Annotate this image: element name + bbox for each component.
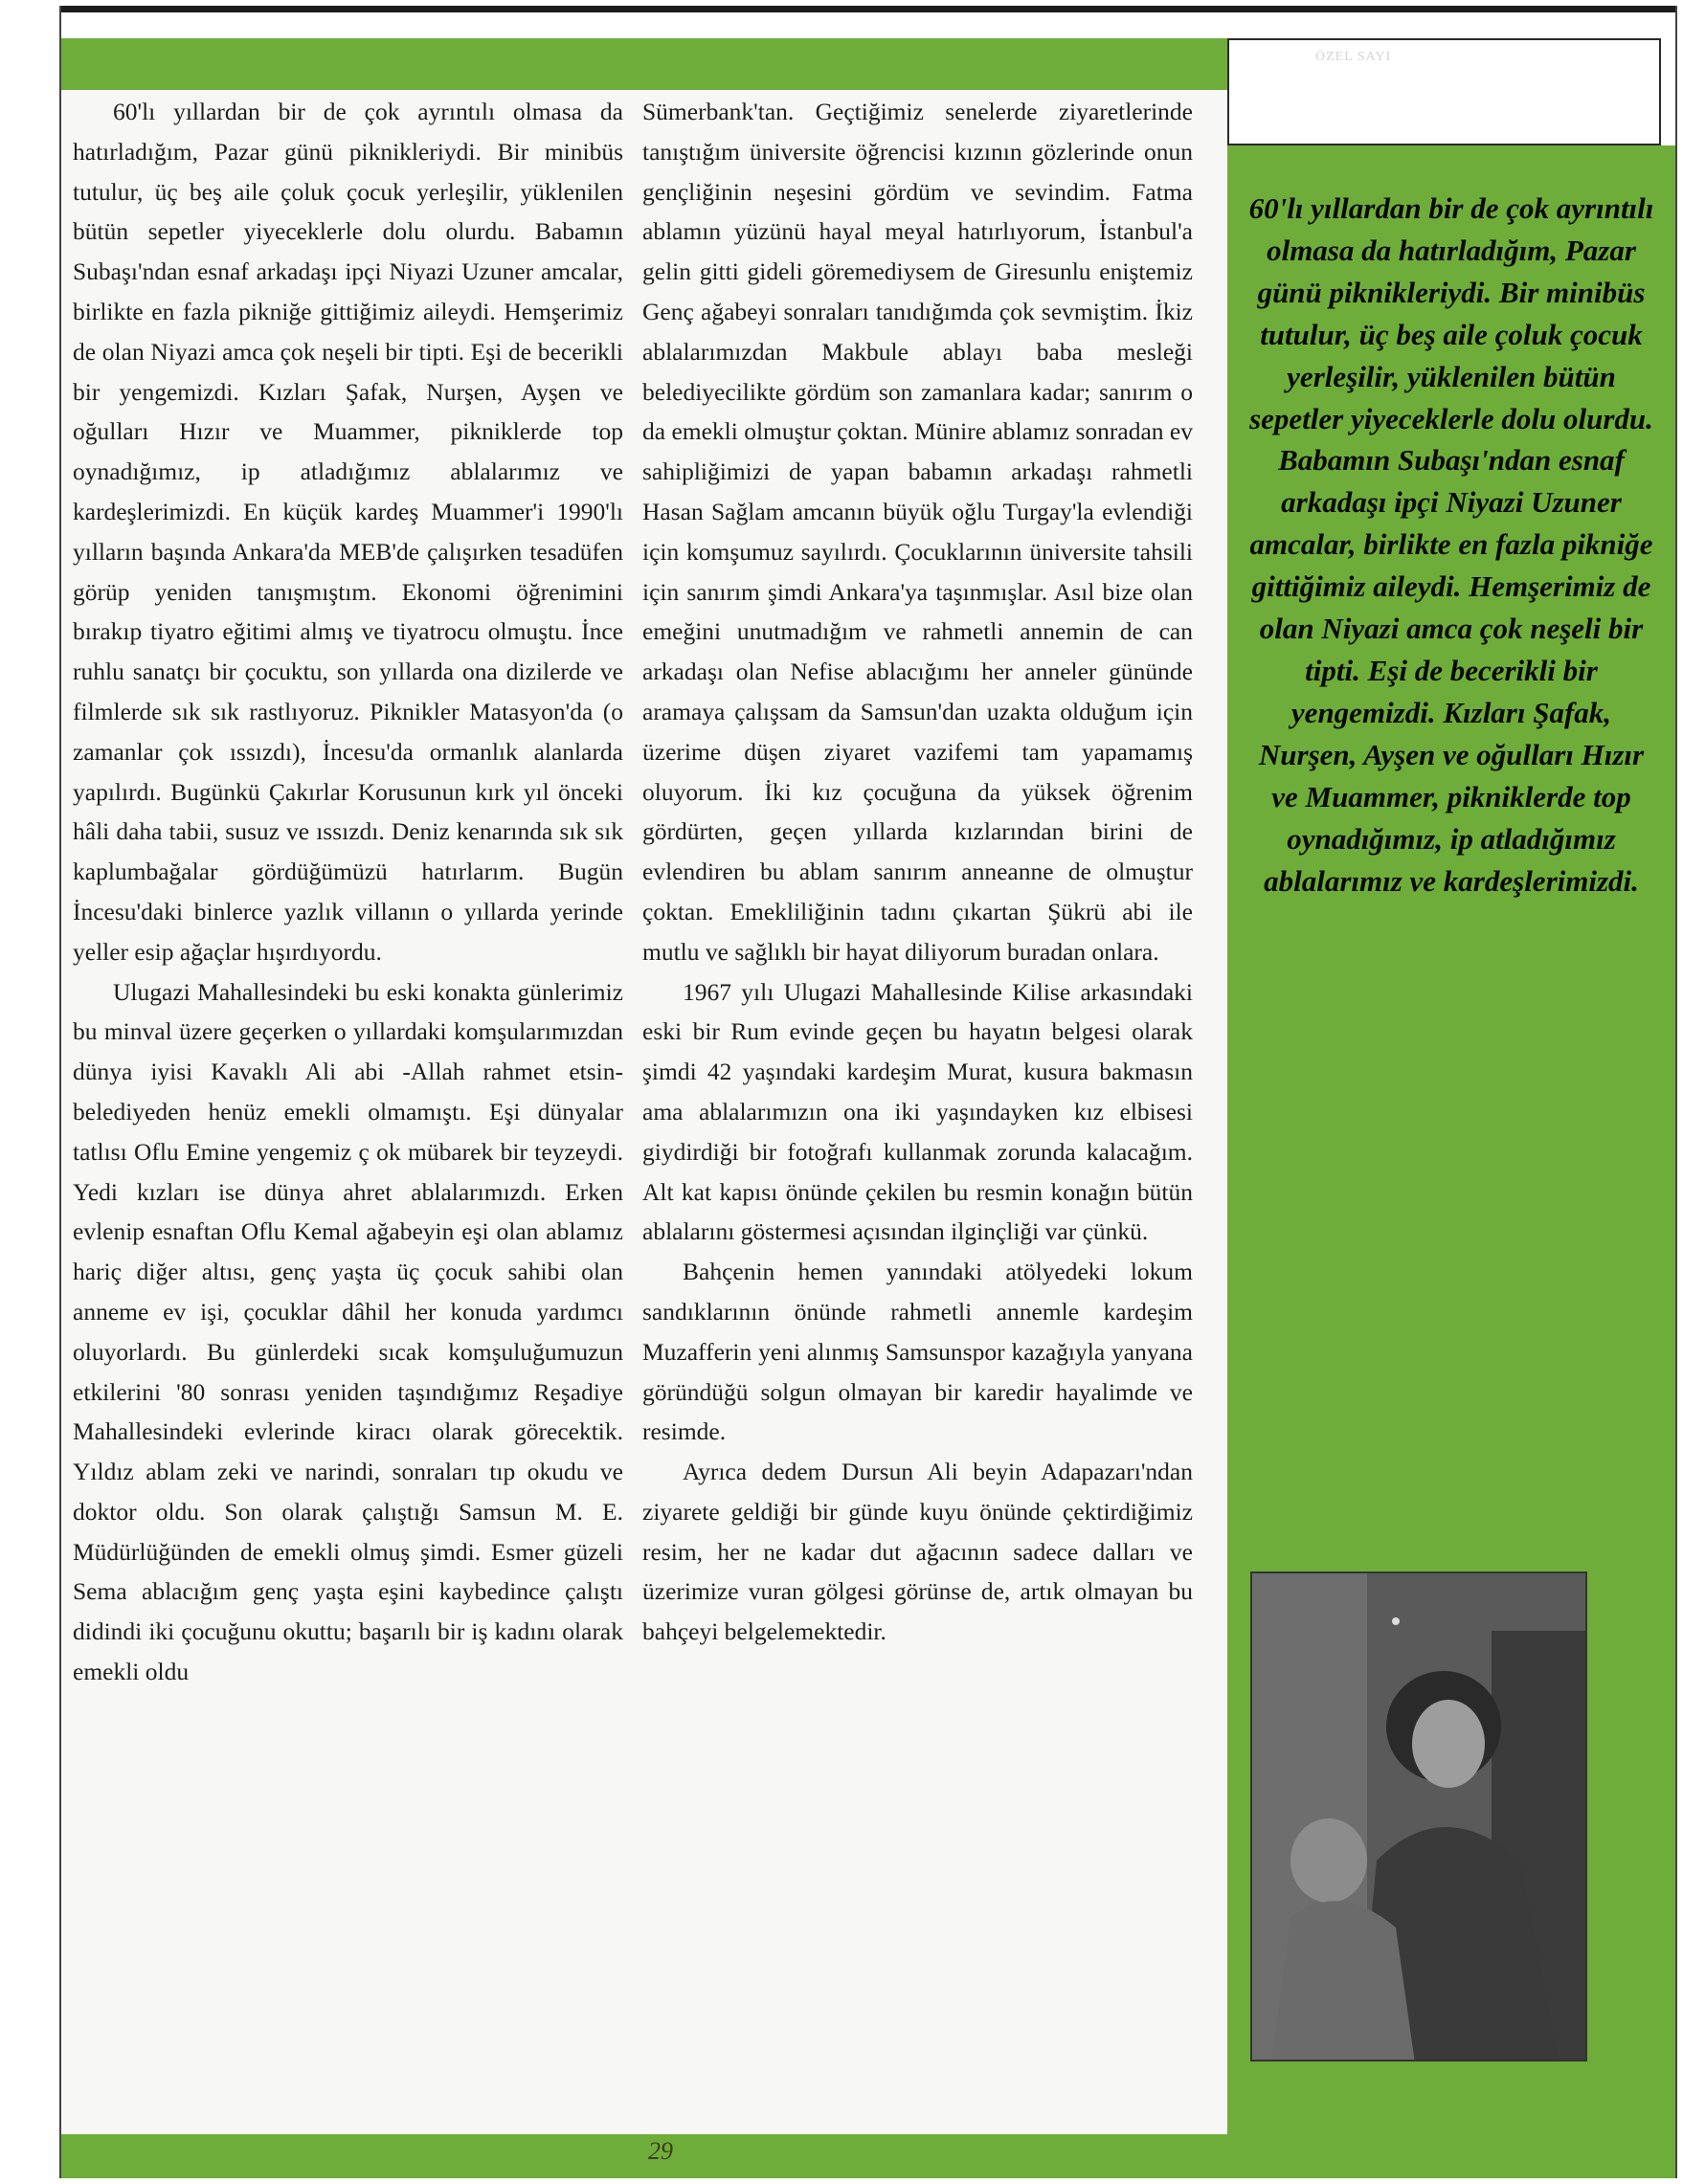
- corner-box-faint-text: ÖZEL SAYI: [1315, 50, 1392, 64]
- page-border-right: [1675, 6, 1677, 2178]
- pull-quote: 60'lı yıllardan bir de çok ayrıntılı olmasa da hatırladığım, Pazar günü piknikleriydi. Bir minibüs tutulur, üç beş aile çoluk çocuk yerleşilir, yüklenilen bütün sepetler yiyeceklerle dolu olurdu. Babamın Subaşı'ndan esnaf arkadaşı ipçi Niyazi Uzuner amcalar, birlikte en fazla pikniğe gittiğimiz aileydi. Hemşerimiz de olan Niyazi amca çok neşeli bir tipti. Eşi de becerikli bir yengemizdi. Kızları Şafak, Nurşen, Ayşen ve oğulları Hızır ve Muammer, pikniklerde top oynadığımız, ip atladığımız ablalarımız ve kardeşlerimizdi.: [1248, 191, 1654, 898]
- article-column-right: [642, 92, 1193, 1652]
- article-paragraph: Bahçenin hemen yanındaki atölyedeki lokum sandıklarının önünde rahmetli annemle kardeşim Muzafferin yeni alınmış Samsunspor kazağıyla yanyana göründüğü solgun olmayan bir karedir hayalimde ve resimde.: [642, 1258, 1193, 1446]
- article-paragraph: 1967 yılı Ulugazi Mahallesinde Kilise arkasındaki eski bir Rum evinde geçen bu hayatın belgesi olarak şimdi 42 yaşındaki kardeşim Murat, kusura bakmasın ama ablalarımızın ona iki yaşındayken kız elbisesi giydirdiği bir fotoğrafı kullanmak zorunda kalacağım. Alt kat kapısı önünde çekilen bu resmin konağın bütün ablalarını göstermesi açısından ilginçliği var çünkü.: [642, 977, 1193, 1246]
- article-paragraph: 60'lı yıllardan bir de çok ayrıntılı olmasa da hatırladığım, Pazar günü piknikleriydi. Bir minibüs tutulur, üç beş aile çoluk çocuk yerleşilir, yüklenilen bütün sepetler yiyeceklerle dolu olurdu. Babamın Subaşı'ndan esnaf arkadaşı ipçi Niyazi Uzuner amcalar, birlikte en fazla pikniğe gittiğimiz aileydi. Hemşerimiz de olan Niyazi amca çok neşeli bir tipti. Eşi de becerikli bir yengemizdi. Kızları Şafak, Nurşen, Ayşen ve oğulları Hızır ve Muammer, pikniklerde top oynadığımız, ip atladığımız ablalarımız ve kardeşlerimizdi. En küçük kardeş Muammer'i 1990'lı yılların başında Ankara'da MEB'de çalışırken tesadüfen görüp yeniden tanışmıştım. Ekonomi öğrenimini bırakıp tiyatro eğitimi almış ve tiyatrocu olmuştu. İnce ruhlu sanatçı bir çocuktu, son yıllarda ona dizilerde ve filmlerde sık sık rastlıyoruz. Piknikler Matasyon'da (o zamanlar çok ıssızdı), İncesu'da ormanlık alanlarda yapılırdı. Bugünkü Çakırlar Korusunun kırk yıl önceki hâli daha tabii, susuz ve ıssızdı. Deniz kenarında sık sık kaplumbağalar gördüğümüzü hatırlarım. Bugün İncesu'daki binlerce yazlık villanın o yıllarda yerinde yeller esip ağaçlar hışırdıyordu.: [73, 98, 623, 966]
- article-paragraph-continued: Sümerbank'tan. Geçtiğimiz senelerde ziyaretlerinde tanıştığım üniversite öğrencisi kızının gözlerinde onun gençliğinin neşesini gördüm ve sevindim. Fatma ablamın yüzünü hayal meyal hatırlıyorum, İstanbul'a gelin gitti gideli göremediysem de Giresunlu eniştemiz Genç ağabeyi sonraları tanıdığımda çok sevmiştim. İkiz ablalarımızdan Makbule ablayı baba mesleği belediyecilikte gördüm son zamanlara kadar; sanırım o da emekli olmuştur çoktan. Münire ablamız sonradan ev sahipliğimizi de yapan babamın arkadaşı rahmetli Hasan Sağlam amcanın büyük oğlu Turgay'la evlendiği için komşumuz sayılırdı. Çocuklarının üniversite tahsili için sanırım şimdi Ankara'ya taşınmışlar. Asıl bize olan emeğini unutmadığım ve rahmetli annemin de can arkadaşı olan Nefise ablacığımı her anneler gününde aramaya çalışsam da Samsun'dan uzakta olduğum için üzerime düşen ziyaret vazifemi tam yapamamış oluyorum. İki kız çocuğuna da yüksek öğrenim gördürten, geçen yıllarda kızlarından birini de evlendiren bu ablam sanırım anneanne de olmuştur çoktan. Emekliliğinin tadını çıkartan Şükrü abi ile mutlu ve sağlıklı bir hayat diliyorum buradan onlara.: [642, 98, 1193, 966]
- top-rule: [59, 6, 1677, 12]
- article-paragraph: Ayrıca dedem Dursun Ali beyin Adapazarı'ndan ziyarete geldiği bir günde kuyu önünde çektirdiğimiz resim, her ne kadar dut ağacının sadece dalları ve üzerimize vuran gölgesi görünse de, artık olmayan bu bahçeyi belgelemektedir.: [642, 1458, 1193, 1646]
- family-photo: [1250, 1571, 1587, 2061]
- page-number: 29: [648, 2137, 673, 2165]
- photo-figures-graphic: [1252, 1573, 1587, 2061]
- article-column-left: [73, 92, 623, 1692]
- corner-box: [1227, 38, 1661, 145]
- article-paragraph: Ulugazi Mahallesindeki bu eski konakta günlerimiz bu minval üzere geçerken o yıllardaki komşularımızdan dünya iyisi Kavaklı Ali abi -Allah rahmet etsin- belediyeden henüz emekli olmamıştı. Eşi dünyalar tatlısı Oflu Emine yengemiz ç ok mübarek bir teyzeydi. Yedi kızları ise dünya ahret ablalarımızdı. Erken evlenip esnaftan Oflu Kemal ağabeyin eşi olan ablamız hariç diğer altısı, genç yaşta üç çocuk sahibi olan anneme ev işi, çocuklar dâhil her konuda yardımcı oluyorlardı. Bu günlerdeki sıcak komşuluğumuzun etkilerini '80 sonrası yeniden taşındığımız Reşadiye Mahallesindeki evlerinde kiracı olarak görecektik. Yıldız ablam zeki ve narindi, sonraları tıp okudu ve doktor oldu. Son olarak çalıştığı Samsun M. E. Müdürlüğünden de emekli olmuş şimdi. Esmer güzeli Sema ablacığım genç yaşta eşini kaybedince çalıştı didindi iki çocuğunu okuttu; başarılı bir iş kadını olarak emekli oldu: [73, 977, 623, 1686]
- green-header-band: [61, 38, 1227, 90]
- green-footer-band: [61, 2134, 1675, 2178]
